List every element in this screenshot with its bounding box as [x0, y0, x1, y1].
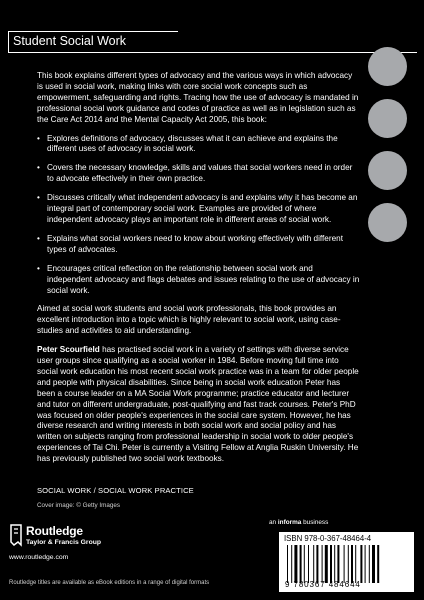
barcode-bar — [322, 545, 323, 583]
intro-paragraph: This book explains different types of advocacy and the various ways in which advocacy is used in social work, making links with core social work concepts such as empowerment, safeguarding and rights. Tracing how the use of advocacy is mandated in professional social work guidance and codes of practice as well as in legislation such as the Care Act 2014 and the Mental Capacity Act 2005, this book: — [37, 71, 359, 124]
barcode-bar — [355, 545, 356, 583]
barcode-bar — [348, 545, 349, 583]
barcode-bar — [360, 545, 362, 583]
author-bio — [37, 345, 360, 465]
barcode — [285, 545, 409, 583]
informa-brand: informa — [277, 519, 302, 526]
informa-business-label — [269, 519, 328, 526]
dot-2 — [368, 99, 407, 138]
routledge-logo-icon — [9, 523, 23, 547]
barcode-bar — [365, 545, 366, 583]
informa-prefix: an — [269, 519, 278, 526]
publisher-name: Routledge — [26, 524, 83, 538]
barcode-bar — [325, 545, 328, 583]
bullet-item: • Discusses critically what independent advocacy is and explains why it has become an integral part of contemporary social work. Examples are provided of where independent advocacy plays an important role in different areas of social work. — [37, 193, 360, 226]
barcode-bar — [330, 545, 332, 583]
barcode-bar — [344, 545, 345, 583]
isbn-label: ISBN 978-0-367-48464-4 — [284, 534, 372, 543]
publisher-url[interactable]: www.routledge.com — [9, 554, 69, 561]
barcode-bar — [294, 545, 297, 583]
barcode-bar — [287, 545, 288, 583]
decorative-dots — [368, 47, 418, 255]
blurb — [37, 71, 360, 473]
dot-4 — [368, 203, 407, 242]
bullet-item: • Encourages critical reflection on the relationship between social work and independent advocacy and flags debates and issues relating to the use of advocacy in social work. — [37, 264, 360, 297]
subject-categories: SOCIAL WORK / SOCIAL WORK PRACTICE — [37, 486, 194, 495]
barcode-bar — [313, 545, 314, 583]
bullet-item: • Explores definitions of advocacy, discusses what it can achieve and explains the different uses of advocacy in social work. — [37, 134, 360, 156]
barcode-bar — [308, 545, 309, 583]
dot-1 — [368, 47, 407, 86]
barcode-bar — [291, 545, 292, 583]
isbn-digits: 9 780367 484644 — [285, 580, 361, 589]
barcode-bar — [337, 545, 339, 583]
barcode-bar — [369, 545, 370, 583]
series-rule — [9, 52, 417, 53]
bullet-item: • Covers the necessary knowledge, skills and values that social workers need in order to advocate effectively in their own practice. — [37, 163, 360, 185]
barcode-bar — [351, 545, 353, 583]
dot-3 — [368, 151, 407, 190]
barcode-bar — [377, 545, 379, 583]
series-title: Student Social Work — [13, 34, 127, 48]
barcode-bar — [304, 545, 305, 583]
informa-suffix: business — [301, 519, 329, 526]
audience-paragraph: Aimed at social work students and social work professionals, this book provides an excellent introduction into a topic which is highly relevant to social work, using case-studies and activities to aid understanding. — [37, 304, 341, 336]
author-name: Peter Scourfield — [37, 345, 100, 355]
isbn-barcode-box — [279, 532, 414, 592]
bullet-item: • Explains what social workers need to know about working effectively with different types of advocates. — [37, 234, 360, 256]
publisher-group: Taylor & Francis Group — [26, 539, 102, 546]
ebook-note: Routledge titles are available as eBook editions in a range of digital formats — [9, 580, 210, 586]
author-bio-text: has practised social work in a variety of settings with diverse service user groups since qualifying as a social worker in 1984. Before moving full time into social work education his most recent social work practice was in a team for older people and people with physical disabilities. Since being in social work education Peter has been a course leader on a MA Social Work programme; practice educator and lecturer and tutor on different undergraduate, post-qualifying and fast track courses. Peter's PhD was focused on older people's experiences in the social care system. However, he has diverse research and writing interests in both social work and social policy and has written on subjects ranging from professional leadership in social work to older people's experiences of Tai Chi. Peter is currently a Visiting Fellow at Anglia Ruskin University. He has previously published two social work textbooks. — [37, 345, 359, 464]
barcode-bar — [372, 545, 375, 583]
barcode-bar — [316, 545, 318, 583]
barcode-bar — [334, 545, 335, 583]
bullet-list — [37, 134, 360, 297]
cover-credit: Cover image: © Getty Images — [37, 502, 121, 509]
barcode-bar — [300, 545, 302, 583]
